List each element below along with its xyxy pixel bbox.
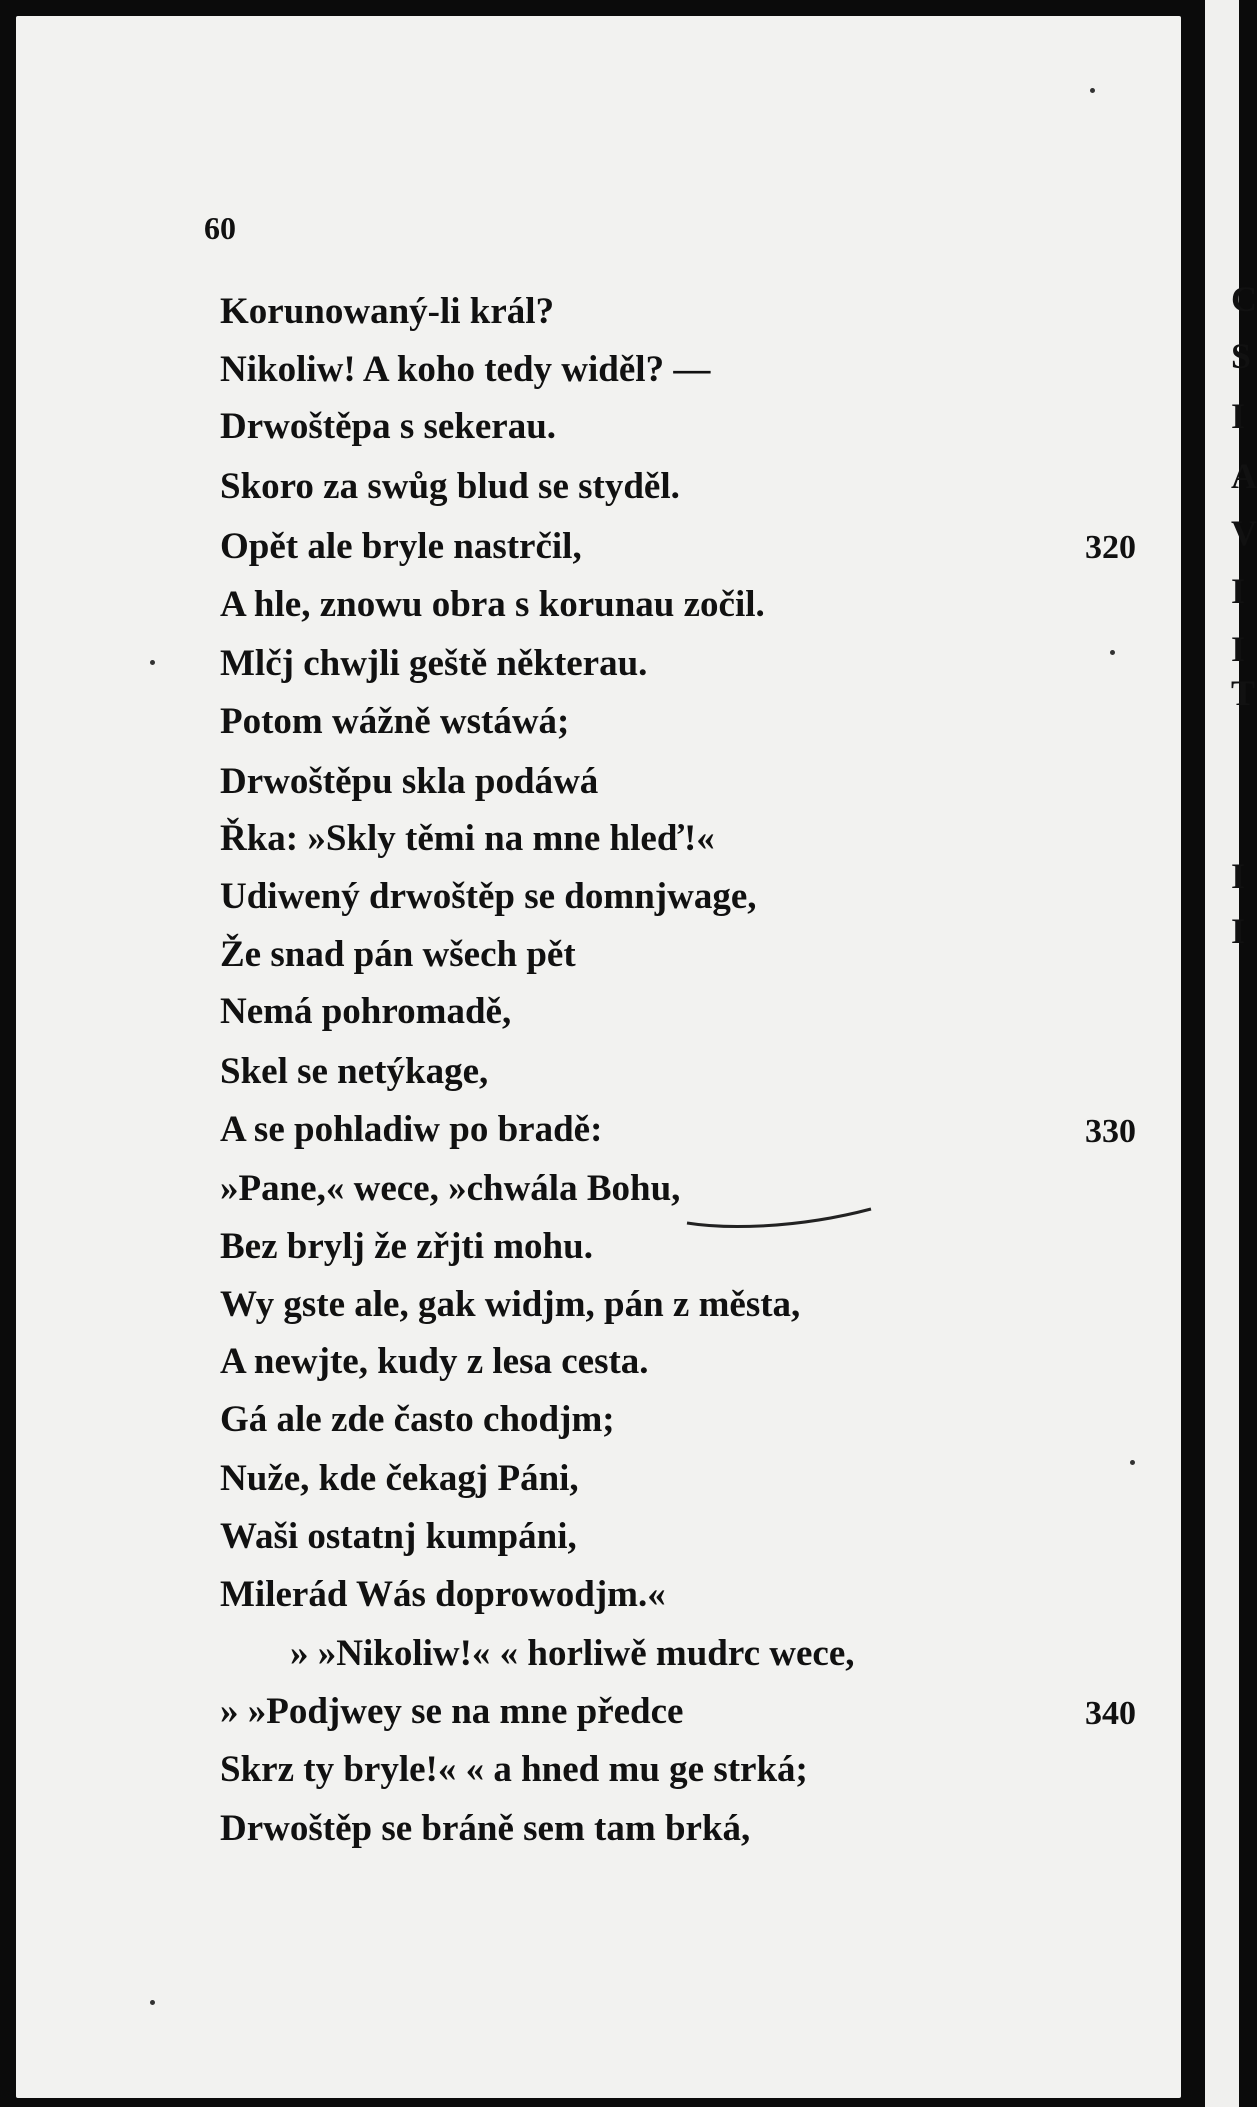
facing-page-fragment: T [1231,673,1256,713]
line-number: 330 [1085,1113,1136,1150]
poem-line: Nuže, kde čekagj Páni, [220,1458,579,1499]
facing-page-fragment: I [1231,396,1246,436]
poem-line: Nikoliw! A koho tedy widěl? — [220,349,711,390]
poem-line: Mlčj chwjli geště některau. [220,643,648,684]
facing-page-fragment: V [1231,513,1257,553]
poem-line: Korunowaný-li král? [220,291,555,332]
line-number: 320 [1085,529,1136,566]
poem-line: Bez brylj že zřjti mohu. [220,1226,593,1267]
poem-line: Udiwený drwoštěp se domnjwage, [220,876,757,917]
facing-page-fragment: I [1231,571,1246,611]
facing-page-edge [1205,0,1257,2107]
facing-page-fragment: I [1231,911,1246,951]
poem-line: Gá ale zde často chodjm; [220,1399,615,1440]
facing-page-fragment: S [1231,336,1252,376]
paper-speck [150,2000,155,2005]
poem-line: Skrz ty bryle!« « a hned mu ge strká; [220,1749,808,1790]
paper-speck [150,660,155,665]
poem-line: Opět ale bryle nastrčil, [220,526,582,567]
facing-page-fragment: A [1231,456,1257,496]
poem-line: »Pane,« wece, »chwála Bohu, [220,1168,681,1209]
poem-line: Že snad pán wšech pět [220,934,576,975]
poem-line: Wy gste ale, gak widjm, pán z města, [220,1284,801,1325]
poem-line: Potom wážně wstáwá; [220,701,570,742]
poem-line: Skel se netýkage, [220,1051,489,1092]
paper-speck [1090,88,1095,93]
poem-line: Nemá pohromadě, [220,991,512,1032]
poem-line: A se pohladiw po bradě: [220,1109,603,1150]
poem-line: Drwoštěp se bráně sem tam brká, [220,1808,751,1849]
poem-line: Drwoštěpa s sekerau. [220,406,557,447]
poem-line: Drwoštěpu skla podáwá [220,761,599,802]
pencil-underline-mark [685,1203,875,1233]
poem-line: A newjte, kudy z lesa cesta. [220,1341,649,1382]
facing-page-fragment: C [1231,279,1257,319]
page-number: 60 [204,210,236,246]
paper-speck [1110,650,1115,655]
paper-speck [1130,1460,1135,1465]
poem-line: Skoro za swůg blud se styděl. [220,466,680,507]
poem-line: » »Nikoliw!« « horliwě mudrc wece, [290,1633,855,1674]
facing-page-fragment: I [1231,629,1246,669]
poem-line: Milerád Wás doprowodjm.« [220,1574,666,1615]
poem-line: » »Podjwey se na mne předce [220,1691,684,1732]
facing-page-fragment: I [1231,856,1246,896]
poem-line: Řka: »Skly těmi na mne hleď!« [220,818,715,859]
line-number: 340 [1085,1695,1136,1732]
poem-line: A hle, znowu obra s korunau zočil. [220,584,765,625]
poem-line: Waši ostatnj kumpáni, [220,1516,577,1557]
